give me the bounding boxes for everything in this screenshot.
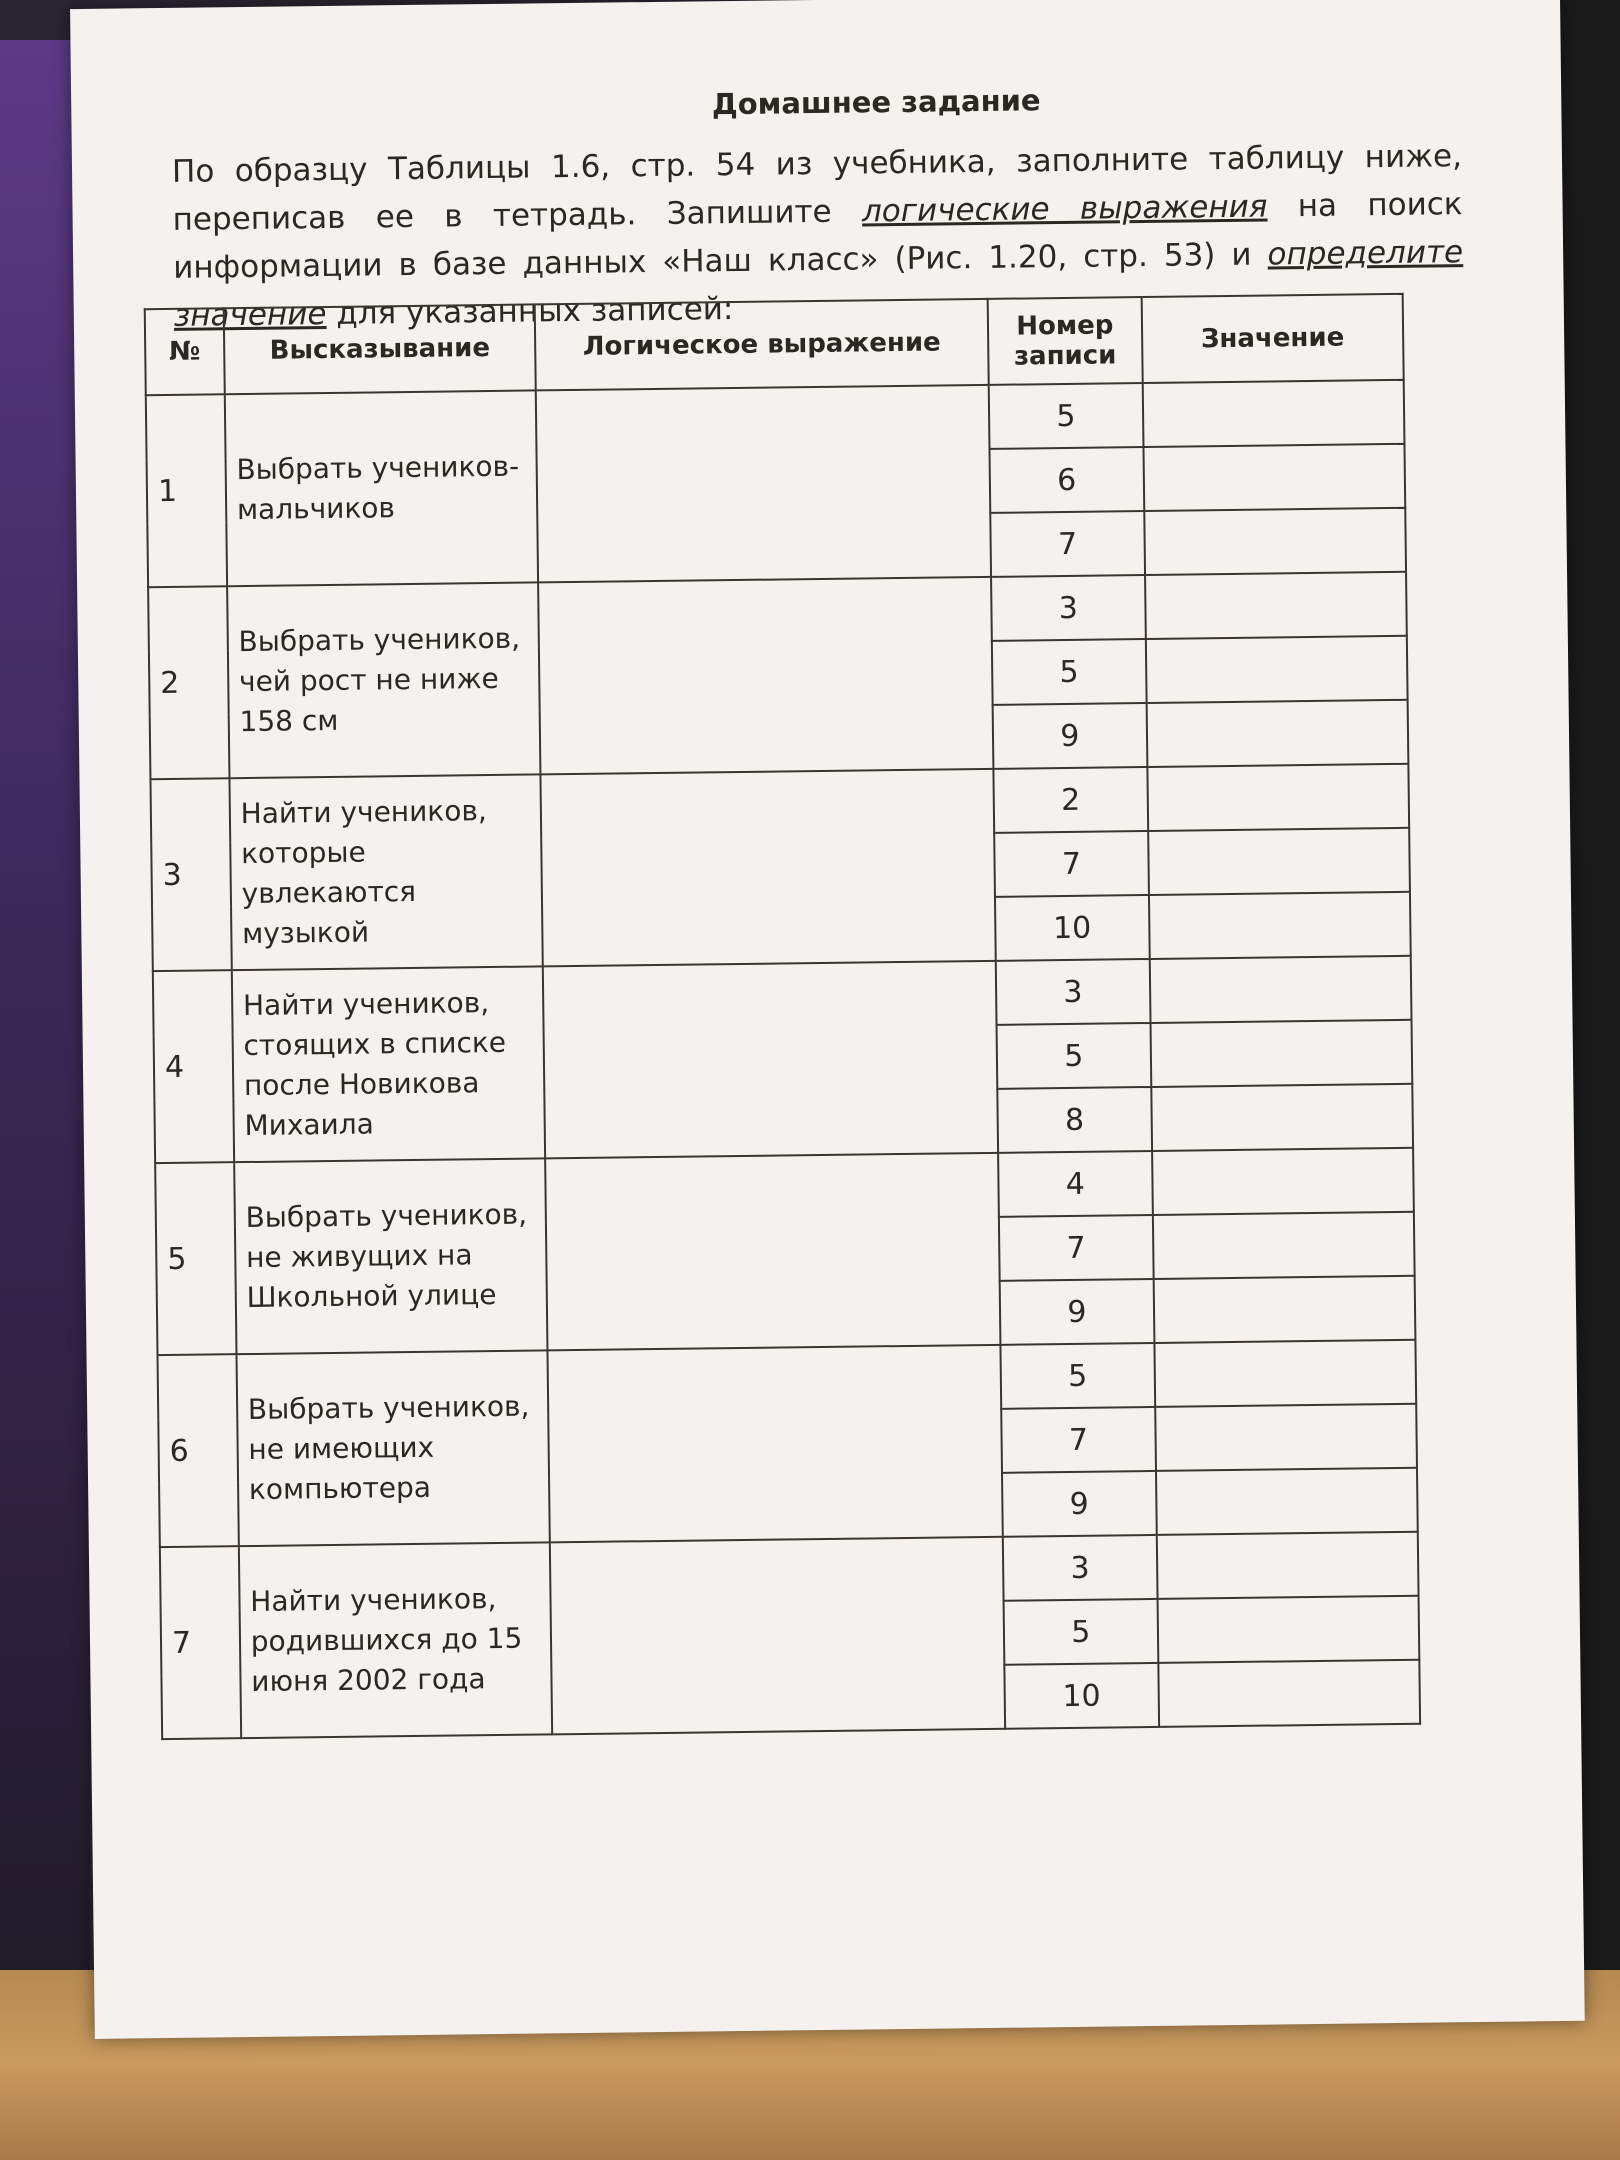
value-cell-blank [1157,1596,1419,1663]
value-cell-blank [1157,1532,1419,1599]
homework-table [144,293,1421,1740]
value-cell-blank [1144,508,1406,575]
record-number-cell: 5 [1000,1343,1155,1409]
row-statement: Выбрать учеников, не имеющих компьютера [236,1350,550,1546]
value-cell-blank [1143,380,1405,447]
value-cell-blank [1154,1276,1416,1343]
value-cell-blank [1150,1020,1412,1087]
table-body [146,380,1420,1739]
header-record-number: Номер записи [987,297,1142,385]
value-cell-blank [1148,828,1410,895]
value-cell-blank [1153,1212,1415,1279]
row-logical-expression-blank [539,577,994,775]
row-number: 6 [158,1354,239,1547]
record-number-cell: 7 [990,511,1145,577]
row-logical-expression-blank [548,1345,1003,1543]
instructions-text-3: для указанных записей: [326,291,734,332]
header-value: Значение [1142,294,1404,383]
value-cell-blank [1158,1660,1420,1727]
value-cell-blank [1150,956,1412,1023]
row-number: 3 [150,778,231,971]
row-statement: Выбрать учеников-мальчиков [225,390,539,586]
row-logical-expression-blank [543,961,998,1159]
instructions-text-2: на поиск информации в базе данных «Наш класс» (Рис. 1.20, стр. 53) и [173,186,1463,286]
row-statement: Найти учеников, которые увлекаются музыкой [229,774,543,970]
record-number-cell: 5 [1003,1599,1158,1665]
table-header-row [145,294,1404,395]
record-number-cell: 7 [999,1215,1154,1281]
row-number: 2 [148,586,229,779]
row-logical-expression-blank [541,769,996,967]
row-statement: Выбрать учеников, чей рост не ниже 158 см [227,582,541,778]
value-cell-blank [1154,1340,1416,1407]
row-statement: Выбрать учеников, не живущих на Школьной улице [234,1158,548,1354]
instructions-emphasis-logical-expressions: логические выражения [861,188,1268,230]
row-statement: Найти учеников, стоящих в списке после Новикова Михаила [232,966,546,1162]
value-cell-blank [1146,636,1408,703]
record-number-cell: 8 [997,1087,1152,1153]
instructions-text-1: По образцу Таблицы 1.6, стр. 54 из учебника, заполните таблицу ниже, переписав ее в тетрадь. Запишите [171,138,1463,238]
record-number-cell: 7 [1001,1407,1156,1473]
record-number-cell: 3 [1003,1535,1158,1601]
record-number-cell: 9 [999,1279,1154,1345]
header-number: № [145,308,225,395]
record-number-cell: 9 [992,703,1147,769]
record-number-cell: 3 [996,959,1151,1025]
record-number-cell: 7 [994,831,1149,897]
record-number-cell: 9 [1002,1471,1157,1537]
header-logical-expression: Логическое выражение [535,299,988,391]
row-logical-expression-blank [536,385,991,583]
value-cell-blank [1152,1148,1414,1215]
instructions-emphasis-determine-value: определите значение [173,234,1464,334]
row-statement: Найти учеников, родившихся до 15 июня 2002 года [239,1542,553,1738]
value-cell-blank [1155,1404,1417,1471]
value-cell-blank [1147,700,1409,767]
row-logical-expression-blank [546,1153,1001,1351]
document-title: Домашнее задание [711,83,1041,122]
value-cell-blank [1151,1084,1413,1151]
row-number: 7 [160,1546,241,1739]
value-cell-blank [1147,764,1409,831]
record-number-cell: 5 [992,639,1147,705]
homework-sheet [70,0,1585,2039]
row-number: 1 [146,394,227,587]
record-number-cell: 10 [995,895,1150,961]
value-cell-blank [1143,444,1405,511]
record-number-cell: 10 [1004,1663,1159,1729]
header-statement: Высказывание [223,304,536,394]
value-cell-blank [1149,892,1411,959]
value-cell-blank [1156,1468,1418,1535]
row-number: 4 [153,970,234,1163]
row-logical-expression-blank [550,1537,1005,1735]
record-number-cell: 2 [993,767,1148,833]
record-number-cell: 5 [988,383,1143,449]
record-number-cell: 6 [989,447,1144,513]
record-number-cell: 4 [998,1151,1153,1217]
row-number: 5 [155,1162,236,1355]
record-number-cell: 5 [996,1023,1151,1089]
value-cell-blank [1145,572,1407,639]
record-number-cell: 3 [991,575,1146,641]
